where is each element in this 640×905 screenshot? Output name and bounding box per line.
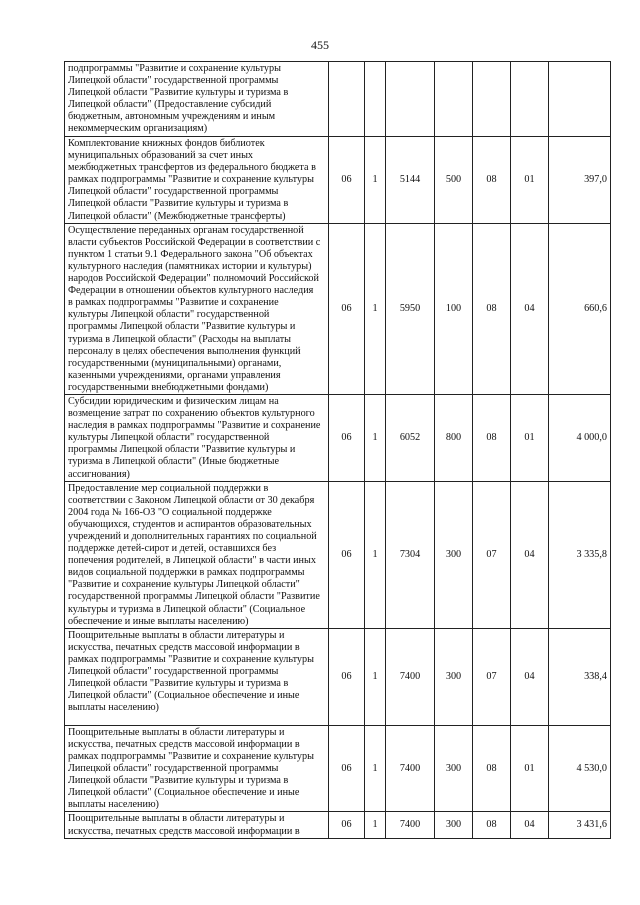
direction-code-cell: 5950 xyxy=(386,223,435,394)
table-row xyxy=(65,137,611,224)
description-cell: Поощрительные выплаты в области литературы и искусства, печатных средств массовой информации в xyxy=(65,812,329,838)
expense-type-cell: 300 xyxy=(435,481,473,628)
subsection-cell: 01 xyxy=(511,725,549,812)
subprogram-code-cell: 1 xyxy=(365,137,386,224)
direction-code-cell: 7400 xyxy=(386,725,435,812)
section-cell: 08 xyxy=(473,394,511,481)
subprogram-code-cell: 1 xyxy=(365,394,386,481)
budget-table xyxy=(64,61,611,839)
section-cell xyxy=(473,62,511,137)
section-cell: 08 xyxy=(473,812,511,838)
amount-cell: 3 335,8 xyxy=(549,481,611,628)
table-row xyxy=(65,628,611,725)
amount-cell: 3 431,6 xyxy=(549,812,611,838)
section-cell: 07 xyxy=(473,481,511,628)
amount-cell: 660,6 xyxy=(549,223,611,394)
table-row xyxy=(65,223,611,394)
table-row xyxy=(65,481,611,628)
expense-type-cell: 300 xyxy=(435,812,473,838)
program-code-cell: 06 xyxy=(329,725,365,812)
subsection-cell xyxy=(511,62,549,137)
table-row xyxy=(65,394,611,481)
program-code-cell xyxy=(329,62,365,137)
expense-type-cell: 300 xyxy=(435,628,473,725)
expense-type-cell: 800 xyxy=(435,394,473,481)
section-cell: 08 xyxy=(473,725,511,812)
expense-type-cell: 500 xyxy=(435,137,473,224)
description-cell: Осуществление переданных органам государственной власти субъектов Российской Федерации в соответствии с пунктом 1 статьи 9.1 Федерального закона "Об объектах культурного наследия (памятниках истории и культуры) народов Российской Федерации" полномочий Российской Федерации в отношении объектов культурного наследия в рамках подпрограммы "Развитие и сохранение культуры Липецкой области" государственной программы Липецкой области "Развитие культуры и туризма в Липецкой области" (Расходы на выплаты персоналу в целях обеспечения выполнения функций государственными (муниципальными) органами, казенными учреждениями, органами управления государственными внебюджетными фондами) xyxy=(65,223,329,394)
direction-code-cell: 6052 xyxy=(386,394,435,481)
program-code-cell: 06 xyxy=(329,812,365,838)
description-cell: Предоставление мер социальной поддержки в соответствии с Законом Липецкой области от 30 декабря 2004 года № 166-ОЗ "О социальной поддержке обучающихся, студентов и аспирантов образовательных учреждений и дополнительных гарантиях по социальной поддержке детей-сирот и детей, оставшихся без попечения родителей, в Липецкой области" в части иных видов социальной поддержки в рамках подпрограммы "Развитие и сохранение культуры Липецкой области" государственной программы Липецкой области "Развитие культуры и туризма в Липецкой области" (Социальное обеспечение и иные выплаты населению) xyxy=(65,481,329,628)
page-number: 455 xyxy=(311,38,329,52)
subsection-cell: 04 xyxy=(511,223,549,394)
description-cell: Комплектование книжных фондов библиотек муниципальных образований за счет иных межбюджетных трансфертов из федерального бюджета в рамках подпрограммы "Развитие и сохранение культуры Липецкой области" государственной программы Липецкой области "Развитие культуры и туризма в Липецкой области" (Межбюджетные трансферты) xyxy=(65,137,329,224)
expense-type-cell: 300 xyxy=(435,725,473,812)
subsection-cell: 04 xyxy=(511,812,549,838)
description-cell: подпрограммы "Развитие и сохранение культуры Липецкой области" государственной программы Липецкой области "Развитие культуры и туризма в Липецкой области" (Предоставление субсидий бюджетным, автономным учреждениям и иным некоммерческим организациям) xyxy=(65,62,329,137)
description-cell: Поощрительные выплаты в области литературы и искусства, печатных средств массовой информации в рамках подпрограммы "Развитие и сохранение культуры Липецкой области" государственной программы Липецкой области "Развитие культуры и туризма в Липецкой области" (Социальное обеспечение и иные выплаты населению) xyxy=(65,628,329,725)
subprogram-code-cell: 1 xyxy=(365,223,386,394)
subprogram-code-cell: 1 xyxy=(365,628,386,725)
program-code-cell: 06 xyxy=(329,394,365,481)
description-cell: Поощрительные выплаты в области литературы и искусства, печатных средств массовой информации в рамках подпрограммы "Развитие и сохранение культуры Липецкой области" государственной программы Липецкой области "Развитие культуры и туризма в Липецкой области" (Социальное обеспечение и иные выплаты населению) xyxy=(65,725,329,812)
program-code-cell: 06 xyxy=(329,223,365,394)
program-code-cell: 06 xyxy=(329,628,365,725)
program-code-cell: 06 xyxy=(329,137,365,224)
direction-code-cell xyxy=(386,62,435,137)
expense-type-cell xyxy=(435,62,473,137)
budget-table-body xyxy=(65,62,611,839)
program-code-cell: 06 xyxy=(329,481,365,628)
expense-type-cell: 100 xyxy=(435,223,473,394)
amount-cell: 4 530,0 xyxy=(549,725,611,812)
section-cell: 08 xyxy=(473,223,511,394)
direction-code-cell: 5144 xyxy=(386,137,435,224)
amount-cell: 338,4 xyxy=(549,628,611,725)
amount-cell: 397,0 xyxy=(549,137,611,224)
table-row xyxy=(65,812,611,838)
direction-code-cell: 7400 xyxy=(386,628,435,725)
subprogram-code-cell xyxy=(365,62,386,137)
subsection-cell: 04 xyxy=(511,628,549,725)
direction-code-cell: 7400 xyxy=(386,812,435,838)
description-cell: Субсидии юридическим и физическим лицам на возмещение затрат по сохранению объектов культурного наследия в рамках подпрограммы "Развитие и сохранение культуры Липецкой области" государственной программы Липецкой области "Развитие культуры и туризма в Липецкой области" (Иные бюджетные ассигнования) xyxy=(65,394,329,481)
subsection-cell: 01 xyxy=(511,394,549,481)
subsection-cell: 04 xyxy=(511,481,549,628)
subsection-cell: 01 xyxy=(511,137,549,224)
amount-cell: 4 000,0 xyxy=(549,394,611,481)
direction-code-cell: 7304 xyxy=(386,481,435,628)
subprogram-code-cell: 1 xyxy=(365,481,386,628)
table-row xyxy=(65,62,611,137)
subprogram-code-cell: 1 xyxy=(365,725,386,812)
subprogram-code-cell: 1 xyxy=(365,812,386,838)
section-cell: 08 xyxy=(473,137,511,224)
table-row xyxy=(65,725,611,812)
section-cell: 07 xyxy=(473,628,511,725)
amount-cell xyxy=(549,62,611,137)
